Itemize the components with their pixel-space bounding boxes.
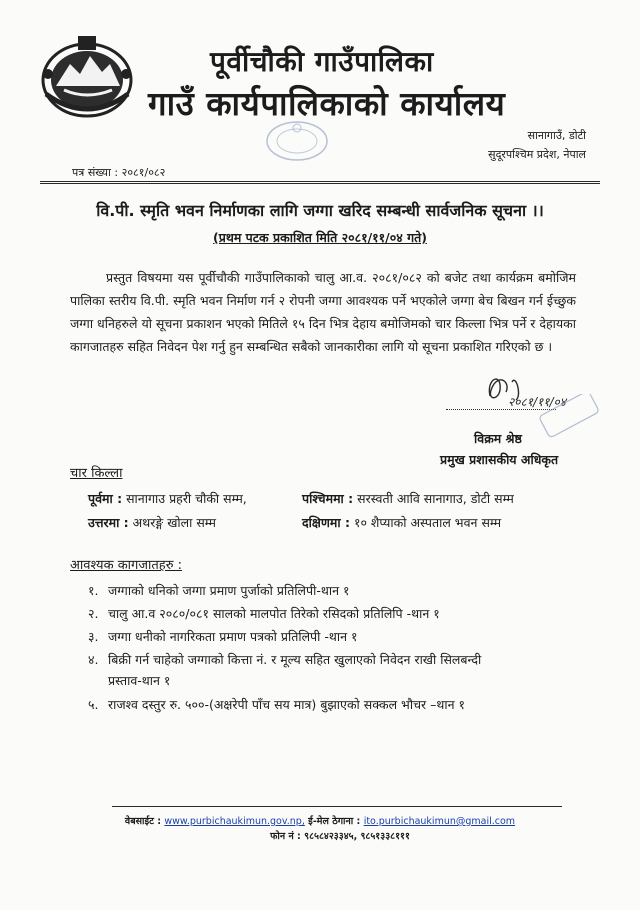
boundary-east-label: पूर्वमा :: [88, 491, 123, 506]
boundary-north-value: अथरङ्गे खोला सम्म: [132, 515, 217, 530]
header-divider: [40, 181, 600, 184]
publish-date-text: (प्रथम पटक प्रकाशित मिति २०८१/११/०४ गते): [213, 230, 427, 245]
boundary-west-value: सरस्वती आवि सानागाउ, डोटी सम्म: [357, 491, 514, 506]
footer-divider: [112, 806, 562, 807]
list-item-number: २.: [88, 606, 99, 621]
list-item: [88, 649, 568, 691]
list-item-number: ५.: [88, 697, 99, 712]
address-line-2: सुदूरपश्चिम प्रदेश, नेपाल: [488, 148, 586, 161]
officer-title: प्रमुख प्रशासकीय अधिकृत: [440, 452, 559, 467]
phone-label: फोन नं :: [270, 831, 301, 842]
office-subtitle: गाउँ कार्यपालिकाको कार्यालय: [148, 84, 506, 123]
boundary-north-label: उत्तरमा :: [88, 515, 129, 530]
boundary-west: [302, 490, 514, 507]
boundaries-heading: चार किल्ला: [70, 466, 123, 481]
boundary-north: [88, 514, 216, 531]
nepal-emblem-icon: [38, 34, 136, 120]
footer-phone-line: [0, 829, 640, 842]
website-label: वेबसाईट :: [124, 816, 162, 827]
website-link[interactable]: www.purbichaukimun.gov.np,: [164, 816, 305, 827]
list-item-number: ३.: [88, 629, 99, 644]
email-label: ई-मेल ठेगाना :: [308, 816, 361, 827]
office-stamp-icon: [262, 118, 332, 164]
boundary-east: [88, 490, 247, 507]
phone-numbers: ९८५८४२३३४५, ९८५१३३८१११: [304, 831, 410, 842]
documents-heading: आवश्यक कागजातहरु :: [70, 558, 182, 573]
boundary-south: [302, 514, 501, 531]
email-link[interactable]: ito.purbichaukimun@gmail.com: [363, 816, 516, 827]
list-item-number: १.: [88, 583, 99, 598]
boundary-east-value: सानागाउ प्रहरी चौकी सम्म,: [126, 491, 247, 506]
list-item-number: ४.: [88, 652, 99, 667]
list-item-text: राजश्व दस्तुर रु. ५००-(अक्षरेपी पाँच सय मात्र) बुझाएको सक्कल भौचर –थान १: [108, 697, 465, 712]
boundary-south-value: १० शैप्याको अस्पताल भवन सम्म: [353, 515, 502, 530]
signature-date: २०८१/११/०४: [508, 395, 567, 409]
address-line-1: सानागाउँ, डोटी: [527, 129, 586, 142]
list-item: [88, 603, 568, 624]
notice-subtitle: [0, 229, 640, 246]
notice-title: वि.पी. स्मृति भवन निर्माणका लागि जग्गा खरिद सम्बन्धी सार्वजनिक सूचना ।।: [96, 201, 544, 220]
reference-number: पत्र संख्या : २०८१/०८२: [72, 166, 166, 179]
footer-contact-line: [0, 814, 640, 827]
office-name: पूर्वीचौकी गाउँपालिका: [210, 45, 434, 78]
boundary-south-label: दक्षिणमा :: [302, 515, 350, 530]
list-item-text: बिक्री गर्न चाहेको जग्गाको कित्ता नं. र मूल्य सहित खुलाएको निवेदन राखी सिलबन्दी: [108, 652, 482, 667]
list-item: [88, 580, 568, 601]
officer-stamp-icon: [538, 394, 602, 438]
list-item: [88, 626, 568, 647]
list-item-text: जग्गाको धनिको जग्गा प्रमाण पुर्जाको प्रतिलिपी-थान १: [108, 583, 350, 598]
list-item: [88, 694, 568, 715]
list-item-continuation: प्रस्ताव-थान १: [108, 673, 171, 688]
officer-name: विक्रम श्रेष्ठ: [474, 431, 522, 446]
list-item-text: चालु आ.व २०८०/०८१ सालको मालपोत तिरेको रसिदको प्रतिलिपि -थान १: [108, 606, 440, 621]
list-item-text: जग्गा धनीको नागरिकता प्रमाण पत्रको प्रतिलिपी -थान १: [108, 629, 358, 644]
notice-body: प्रस्तुत विषयमा यस पूर्वीचौकी गाउँपालिकाको चालु आ.व. २०८१/०८२ को बजेट तथा कार्यक्रम बमोजिम पालिका स्तरीय वि.पी. स्मृति भवन निर्माण गर्न २ रोपनी जग्गा आवश्यक पर्ने भएकोले जग्गा बेच बिखन गर्न ईच्छुक जग्गा धनिहरुले यो सूचना प्रकाशन भएको मितिले १५ दिन भित्र देहाय बमोजिमको चार किल्ला भित्र पर्ने र देहायका कागजातहरु सहित निवेदन पेश गर्नु हुन सम्बन्धित सबैको जानकारीका लागि यो सूचना प्रकाशित गरिएको छ ।: [70, 270, 576, 354]
boundary-west-label: पश्चिममा :: [302, 491, 354, 506]
